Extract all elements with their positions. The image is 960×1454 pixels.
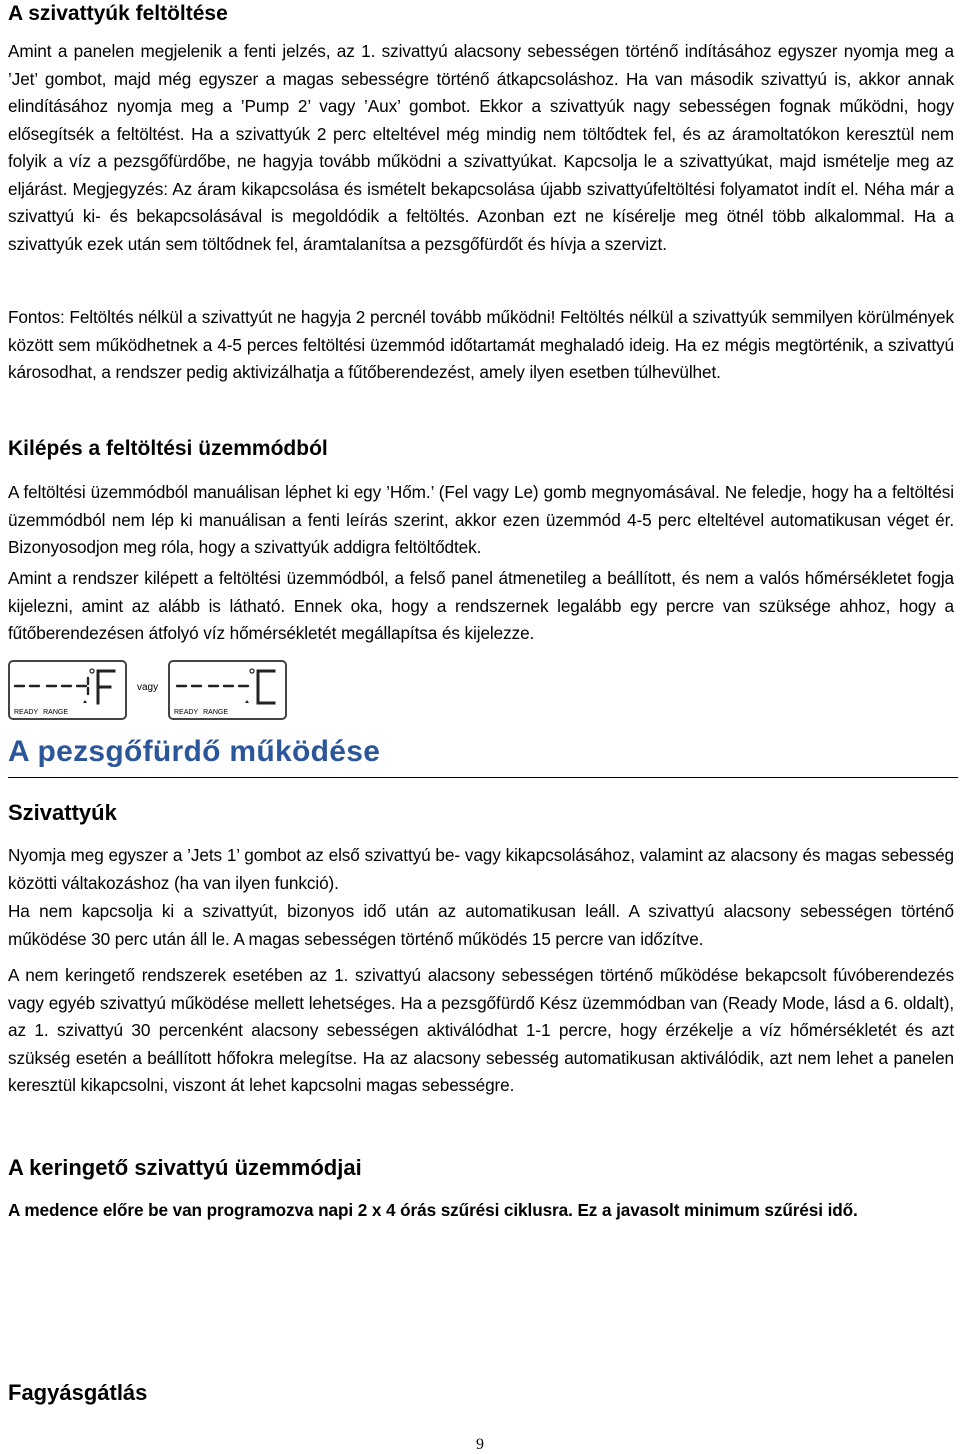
lcd-display-celsius xyxy=(168,660,287,720)
lcd-labels xyxy=(14,709,73,716)
lcd-display-fahrenheit xyxy=(8,660,127,720)
lcd-labels xyxy=(174,709,233,716)
page-number: 9 xyxy=(476,1436,484,1453)
paragraph-priming-warning: Fontos: Feltöltés nélkül a szivattyút ne hagyja 2 percnél tovább működni! Feltöltés nélkül a szivattyúk semmilyen körülmények között sem működhetnek a 4-5 perces feltöltési üzemmód időtartamát meghaladó ideig. Ha ez mégis megtörténik, a szivattyú károsodhat, a rendszer pedig aktivizálhatja a fűtőberendezést, amely ilyen esetben túlhevülhet. xyxy=(8,307,954,382)
paragraph-temperature-display: Amint a rendszer kilépett a feltöltési üzemmódból, a felső panel átmenetileg a beállított, és nem a valós hőmérsékletet fogja kijelezni, amint az alább is látható. Ennek oka, hogy a rendszernek legalább egy percre van szüksége ahhoz, hogy a fűtőberendezésen átfolyó víz hőmérsékletét megállapítsa és kijelezze. xyxy=(8,568,954,643)
connector-text: vagy xyxy=(137,682,159,693)
paragraph-pumps-jets: Nyomja meg egyszer a ’Jets 1’ gombot az első szivattyú be- vagy kikapcsolásához, valamint az alacsony és magas sebesség közötti váltakozáshoz (ha van ilyen funkció). xyxy=(8,845,954,893)
chapter-divider xyxy=(8,777,958,778)
range-label: RANGE xyxy=(43,709,69,716)
section-title-pumps: Szivattyúk xyxy=(8,800,117,825)
range-label: RANGE xyxy=(203,709,229,716)
section-title-exit-priming: Kilépés a feltöltési üzemmódból xyxy=(8,437,328,460)
ready-label: READY xyxy=(174,709,199,716)
ready-label: READY xyxy=(14,709,39,716)
section-title-pump-priming: A szivattyúk feltöltése xyxy=(8,2,228,25)
section-title-circulation-modes: A keringető szivattyú üzemmódjai xyxy=(8,1155,362,1180)
chapter-title-spa-operation: A pezsgőfürdő működése xyxy=(8,735,381,768)
paragraph-priming-instructions: Amint a panelen megjelenik a fenti jelzés, az 1. szivattyú alacsony sebességen történő indításához egyszer nyomja meg a ’Jet’ gombot, majd még egyszer a magas sebességre történő átkapcsoláshoz. Ha van második szivattyú is, akkor annak elindításához nyomja meg a ’Pump 2’ vagy ’Aux’ gombot. Ekkor a szivattyúk nagy sebességen fognak működni, hogy elősegítsék a feltöltést. Ha a szivattyúk 2 perc elteltével még mindig nem töltődtek fel, és az áramoltatókon keresztül nem folyik a víz a pezsgőfürdőbe, ne hagyja tovább működni a szivattyúkat. Kapcsolja le a szivattyúkat, majd ismételje meg az eljárást. Megjegyzés: Az áram kikapcsolása és ismételt bekapcsolása újabb szivattyúfeltöltési folyamatot indít el. Néha már a szivattyú ki- és bekapcsolásával is megoldódik a feltöltés. Azonban ezt ne kísérelje meg ötnél több alkalommal. Ha a szivattyúk ezek után sem töltődnek fel, áramtalanítsa a pezsgőfürdőt és hívja a szervizt. xyxy=(8,41,954,254)
section-title-freeze-protection: Fagyásgátlás xyxy=(8,1380,148,1405)
paragraph-exit-priming: A feltöltési üzemmódból manuálisan léphet ki egy ’Hőm.’ (Fel vagy Le) gomb megnyomásával. Ne feledje, hogy ha a feltöltési üzemmódból nem lép ki manuálisan a fenti leírás szerint, akkor ezen üzemmód 4-5 perc elteltével automatikusan véget ér. Bizonyosodjon meg róla, hogy a szivattyúk addigra feltöltődtek. xyxy=(8,482,954,557)
display-illustrations xyxy=(8,660,308,718)
paragraph-filter-cycles: A medence előre be van programozva napi 2 x 4 órás szűrési ciklusra. Ez a javasolt minimum szűrési idő. xyxy=(8,1200,858,1220)
paragraph-pumps-non-circulating: A nem keringető rendszerek esetében az 1. szivattyú alacsony sebességen történő működése bekapcsolt fúvóberendezés vagy egyéb szivattyú működése mellett lehetséges. Ha a pezsgőfürdő Kész üzemmódban van (Ready Mode, lásd a 6. oldalt), az 1. szivattyú 30 percenként alacsony sebességen aktiválódhat 1-1 percre, hogy érzékelje a víz hőmérsékletét és azt szükség esetén a beállított hőfokra melegítse. Ha az alacsony sebesség automatikusan aktiválódik, azt nem lehet a panelen keresztül kikapcsolni, viszont át lehet kapcsolni magas sebességre. xyxy=(8,965,954,1095)
paragraph-pumps-timeout: Ha nem kapcsolja ki a szivattyút, bizonyos idő után az automatikusan leáll. A szivattyú alacsony sebességen történő működése 30 perc után áll le. A magas sebességen történő működés 15 percre van időzítve. xyxy=(8,901,954,949)
